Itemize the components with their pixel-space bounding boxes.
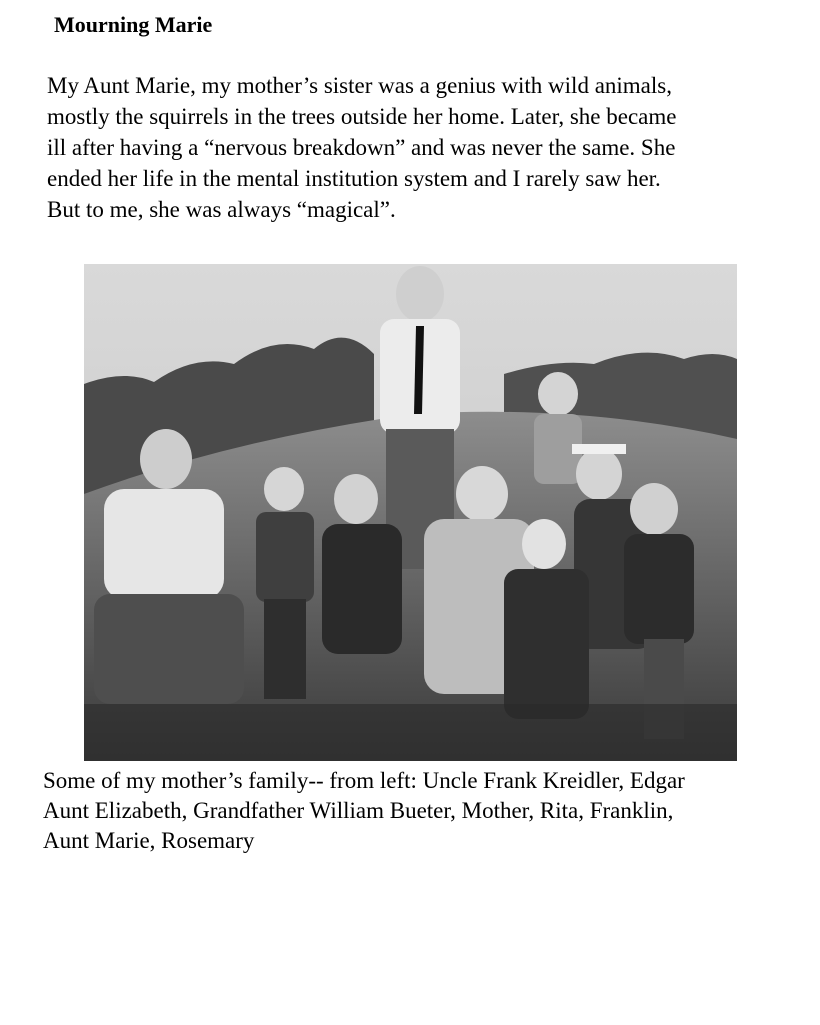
caption-line: Aunt Marie, Rosemary	[43, 828, 255, 853]
body-line: ended her life in the mental institution system and I rarely saw her.	[47, 166, 661, 191]
body-paragraph	[47, 70, 787, 225]
photo-caption	[43, 766, 803, 856]
caption-line: Some of my mother’s family-- from left: Uncle Frank Kreidler, Edgar	[43, 768, 685, 793]
document-title: Mourning Marie	[54, 12, 213, 37]
body-line: ill after having a “nervous breakdown” and was never the same. She	[47, 135, 676, 160]
caption-line: Aunt Elizabeth, Grandfather William Bueter, Mother, Rita, Franklin,	[43, 798, 674, 823]
body-line: My Aunt Marie, my mother’s sister was a genius with wild animals,	[47, 73, 672, 98]
body-line: mostly the squirrels in the trees outside her home. Later, she became	[47, 104, 677, 129]
body-line: But to me, she was always “magical”.	[47, 197, 396, 222]
family-photo	[84, 264, 737, 761]
